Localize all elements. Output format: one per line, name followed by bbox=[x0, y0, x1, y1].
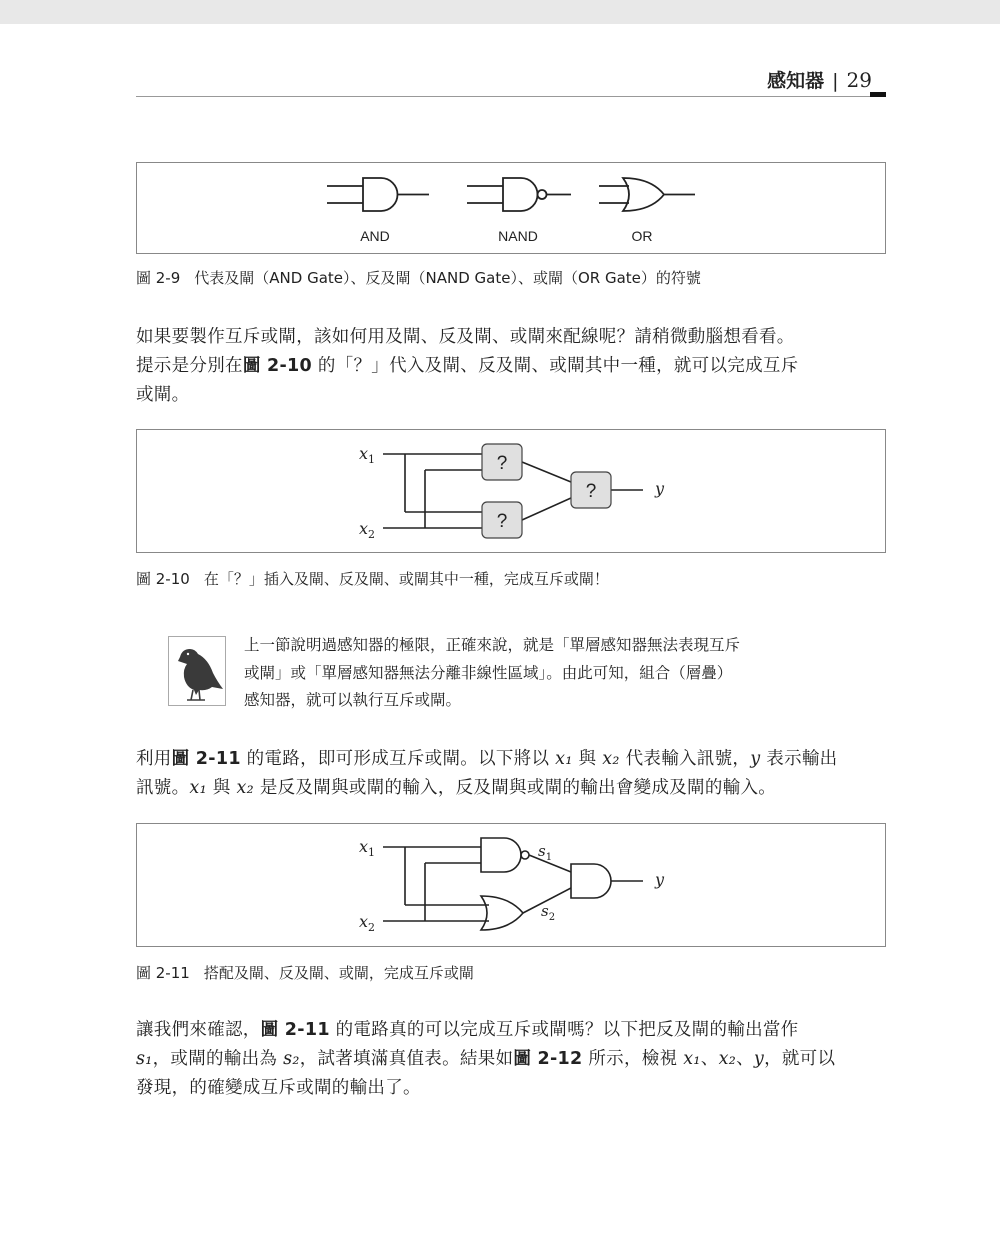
figure-reference: 圖 2-11 bbox=[260, 1020, 330, 1040]
x1-label: $x_1$ bbox=[359, 444, 376, 466]
para2-line2 bbox=[136, 774, 888, 803]
gate-question-bottom: ? bbox=[496, 511, 508, 532]
xor-circuit-diagram bbox=[137, 824, 885, 946]
and-gate bbox=[571, 864, 611, 898]
x1-label: $x_1$ bbox=[359, 837, 376, 859]
text: 提示是分別在 bbox=[136, 356, 243, 376]
text: 代表輸入訊號， bbox=[625, 749, 751, 769]
crow-icon bbox=[168, 636, 226, 706]
header-separator: | bbox=[832, 70, 839, 92]
caption-2-9 bbox=[136, 267, 701, 288]
note-text bbox=[244, 632, 824, 715]
chapter-title: 感知器 bbox=[767, 70, 825, 92]
or-label: OR bbox=[631, 228, 653, 244]
para1-line2 bbox=[136, 352, 888, 381]
nand-label: NAND bbox=[498, 228, 538, 244]
paragraph-2 bbox=[136, 745, 888, 803]
caption-number: 圖 2-10 bbox=[136, 570, 190, 588]
gate-question-top: ? bbox=[496, 453, 508, 474]
var-s2: s₂ bbox=[283, 1049, 300, 1069]
para1-line1: 如果要製作互斥或閘，該如何用及閘、反及閘、或閘來配線呢？請稍微動腦想看看。 bbox=[136, 327, 795, 347]
text: 讓我們來確認， bbox=[136, 1020, 261, 1040]
text: 與 bbox=[578, 749, 597, 769]
var-x2: x₂ bbox=[236, 778, 254, 798]
text: 利用 bbox=[136, 749, 172, 769]
caption-2-10 bbox=[136, 568, 609, 589]
text: 的電路，即可形成互斥或閘。以下將以 bbox=[246, 749, 550, 769]
text: 是反及閘與或閘的輸入，反及閘與或閘的輸出會變成及閘的輸入。 bbox=[259, 778, 777, 798]
text: 的「？」代入及閘、反及閘、或閘其中一種，就可以完成互斥 bbox=[317, 356, 799, 376]
figure-2-10 bbox=[136, 429, 886, 553]
para3-line3: 發現，的確變成互斥或閘的輸出了。 bbox=[136, 1078, 421, 1098]
gate-question-output: ? bbox=[585, 481, 597, 502]
text: 的電路真的可以完成互斥或閘嗎？以下把反及閘的輸出當作 bbox=[335, 1020, 799, 1040]
var-x2: x₂ bbox=[718, 1049, 737, 1069]
x2-label: $x_2$ bbox=[359, 519, 376, 541]
var-y: y bbox=[750, 749, 761, 769]
running-header bbox=[767, 66, 872, 93]
figure-2-9 bbox=[136, 162, 886, 254]
paragraph-3 bbox=[136, 1016, 888, 1103]
header-mark bbox=[870, 92, 886, 97]
note-line2: 或閘」或「單層感知器無法分離非線性區域」。由此可知，組合（層疊） bbox=[244, 663, 733, 682]
text: ，就可以 bbox=[764, 1049, 836, 1069]
and-gate-symbol bbox=[327, 178, 429, 211]
text: ，試著填滿真值表。結果如 bbox=[299, 1049, 514, 1069]
figure-reference: 圖 2-10 bbox=[242, 356, 312, 376]
caption-text: 在「？」插入及閘、反及閘、或閘其中一種，完成互斥或閘！ bbox=[203, 570, 609, 588]
caption-number: 圖 2-11 bbox=[136, 964, 190, 982]
gate-symbols-diagram bbox=[137, 163, 885, 253]
var-x2: x₂ bbox=[602, 749, 620, 769]
text: 所示，檢視 bbox=[588, 1049, 678, 1069]
para3-line2 bbox=[136, 1045, 888, 1074]
nand-gate bbox=[481, 838, 521, 872]
y-label: y bbox=[655, 479, 665, 498]
figure-reference: 圖 2-11 bbox=[171, 749, 241, 769]
nand-gate-symbol bbox=[467, 178, 571, 211]
caption-text: 代表及閘（AND Gate）、反及閘（NAND Gate）、或閘（OR Gate）的符號 bbox=[194, 269, 701, 287]
var-x1: x₁ bbox=[189, 778, 207, 798]
header-rule bbox=[136, 96, 870, 97]
var-s1: s₁ bbox=[136, 1049, 153, 1069]
text: 、 bbox=[736, 1049, 754, 1069]
note-line1: 上一節說明過感知器的極限，正確來說，就是「單層感知器無法表現互斥 bbox=[244, 636, 741, 654]
text: 與 bbox=[212, 778, 231, 798]
top-band bbox=[0, 0, 1000, 24]
note-line3: 感知器，就可以執行互斥或閘。 bbox=[244, 691, 462, 709]
caption-text: 搭配及閘、反及閘、或閘，完成互斥或閘 bbox=[203, 964, 474, 982]
and-label: AND bbox=[360, 228, 390, 244]
caption-number: 圖 2-9 bbox=[136, 269, 181, 287]
text: 、 bbox=[700, 1049, 719, 1069]
text: 表示輸出 bbox=[766, 749, 838, 769]
or-gate bbox=[481, 896, 523, 930]
page-number: 29 bbox=[846, 68, 872, 92]
text: 訊號。 bbox=[136, 778, 190, 798]
figure-2-11 bbox=[136, 823, 886, 947]
var-x1: x₁ bbox=[683, 1049, 701, 1069]
var-x1: x₁ bbox=[555, 749, 573, 769]
s2-label: $s_2$ bbox=[541, 902, 556, 923]
y-label: y bbox=[655, 870, 665, 889]
para1-line3: 或閘。 bbox=[136, 385, 190, 405]
text: ，或閘的輸出為 bbox=[152, 1049, 278, 1069]
var-y: y bbox=[753, 1049, 765, 1069]
caption-2-11 bbox=[136, 962, 474, 983]
s1-label: $s_1$ bbox=[538, 842, 553, 863]
paragraph-1 bbox=[136, 323, 888, 410]
x2-label: $x_2$ bbox=[359, 912, 376, 934]
xor-question-diagram bbox=[137, 430, 885, 552]
para2-line1 bbox=[136, 745, 888, 774]
or-gate-symbol bbox=[599, 178, 695, 211]
figure-reference: 圖 2-12 bbox=[513, 1049, 583, 1069]
para3-line1 bbox=[136, 1016, 888, 1045]
